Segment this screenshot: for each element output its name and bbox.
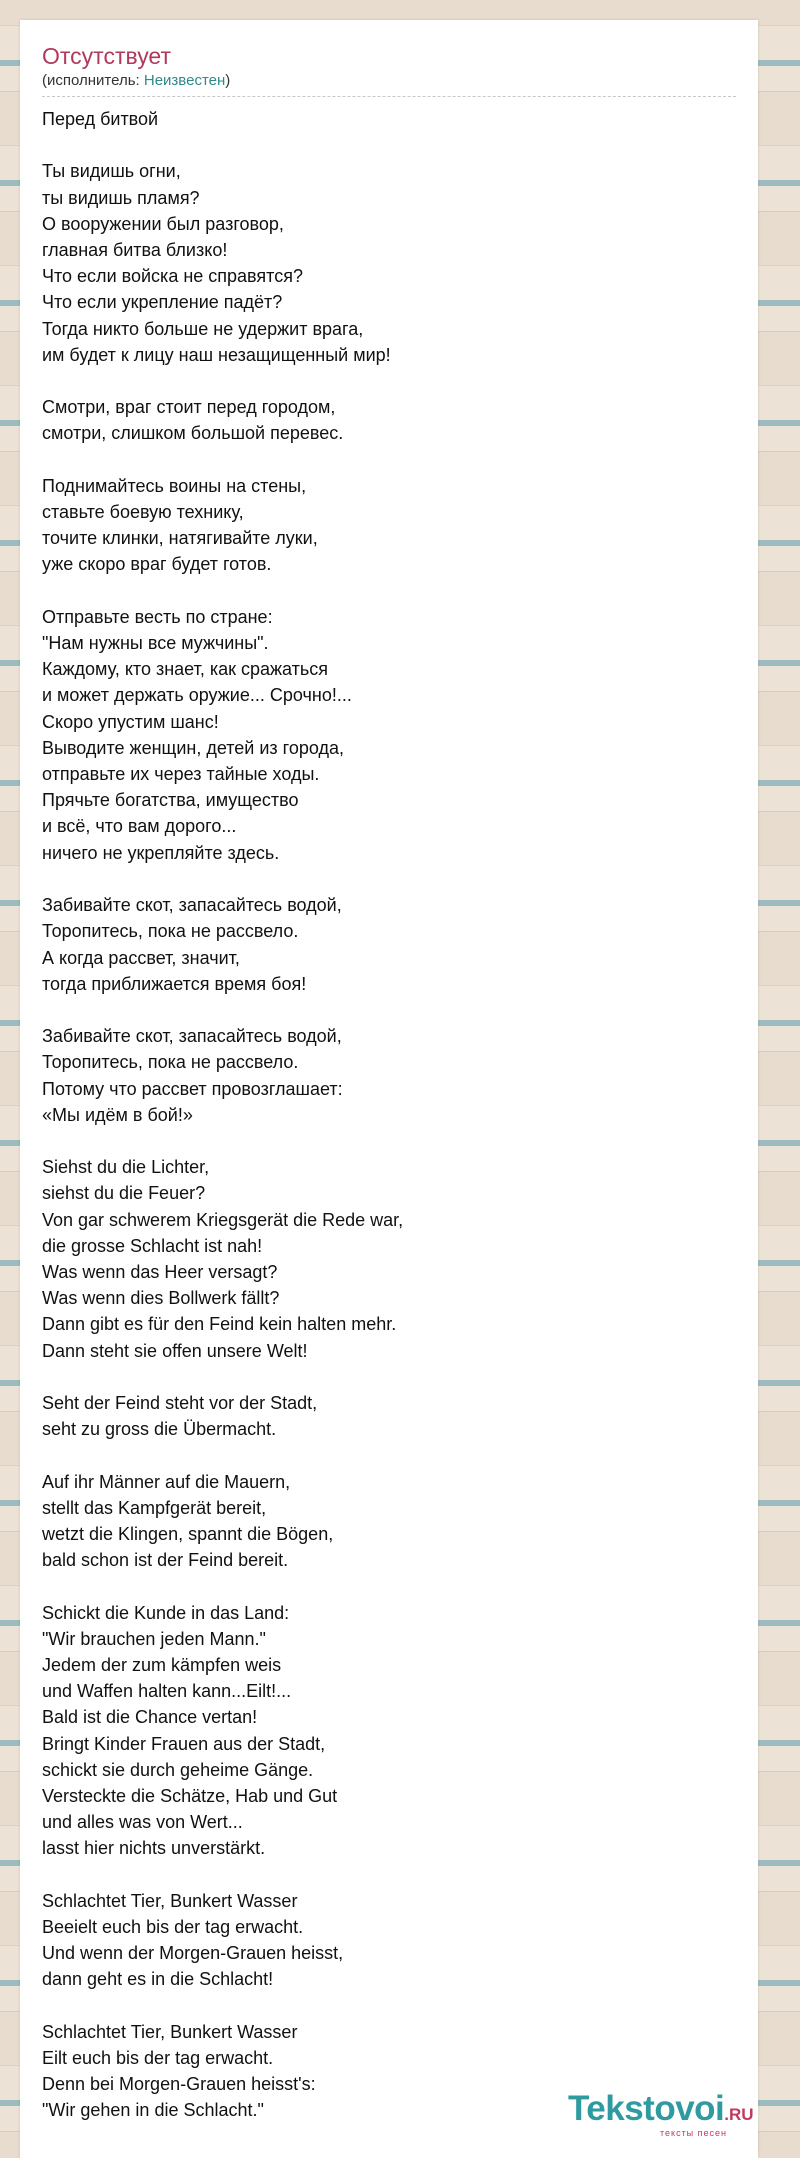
- performer-prefix: (исполнитель:: [42, 72, 144, 89]
- song-header: [42, 42, 736, 97]
- lyrics-text: Перед битвой Ты видишь огни, ты видишь пламя? О вооружении был разговор, главная битва близко! Что если войска не справятся? Что если укрепление падёт? Тогда никто больше не удержит врага, им будет к лицу наш незащищенный мир! Смотри, враг стоит перед городом, смотри, слишком большой перевес. Поднимайтесь воины на стены, ставьте боевую технику, точите клинки, натягивайте луки, уже скоро враг будет готов. Отправьте весть по стране: "Нам нужны все мужчины". Каждому, кто знает, как сражаться и может держать оружие... Срочно!... Скоро упустим шанс! Выводите женщин, детей из города, отправьте их через тайные ходы. Прячьте богатства, имущество и всё, что вам дорого... ничего не укрепляйте здесь. Забивайте скот, запасайтесь водой, Торопитесь, пока не рассвело. А когда рассвет, значит, тогда приближается время боя! Забивайте скот, запасайтесь водой, Торопитесь, пока не рассвело. Потому что рассвет провозглашает: «Мы идём в бой!» Siehst du die Lichter, siehst du die Feuer? Von gar schwerem Kriegsgerät die Rede war, die grosse Schlacht ist nah! Was wenn das Heer versagt? Was wenn dies Bollwerk fällt? Dann gibt es für den Feind kein halten mehr. Dann steht sie offen unsere Welt! Seht der Feind steht vor der Stadt, seht zu gross die Übermacht. Auf ihr Männer auf die Mauern, stellt das Kampfgerät bereit, wetzt die Klingen, spannt die Bögen, bald schon ist der Feind bereit. Schickt die Kunde in das Land: "Wir brauchen jeden Mann." Jedem der zum kämpfen weis und Waffen halten kann...Eilt!... Bald ist die Chance vertan! Bringt Kinder Frauen aus der Stadt, schickt sie durch geheime Gänge. Versteckte die Schätze, Hab und Gut und alles was von Wert... lasst hier nichts unverstärkt. Schlachtet Tier, Bunkert Wasser Beeielt euch bis der tag erwacht. Und wenn der Morgen-Grauen heisst, dann geht es in die Schlacht! Schlachtet Tier, Bunkert Wasser Eilt euch bis der tag erwacht. Denn bei Morgen-Grauen heisst's: "Wir gehen in die Schlacht.": [42, 109, 404, 2121]
- performer-line: [42, 71, 736, 97]
- logo-tld: .RU: [724, 2105, 754, 2124]
- performer-suffix: ): [225, 72, 231, 89]
- performer-link[interactable]: Неизвестен: [143, 72, 226, 89]
- song-title: Отсутствует: [42, 43, 171, 69]
- logo-wordmark: Tekstovoi: [568, 2089, 725, 2128]
- logo-tagline: тексты песен: [660, 2128, 728, 2138]
- site-logo[interactable]: [568, 2089, 778, 2138]
- lyrics-card: [20, 20, 758, 2158]
